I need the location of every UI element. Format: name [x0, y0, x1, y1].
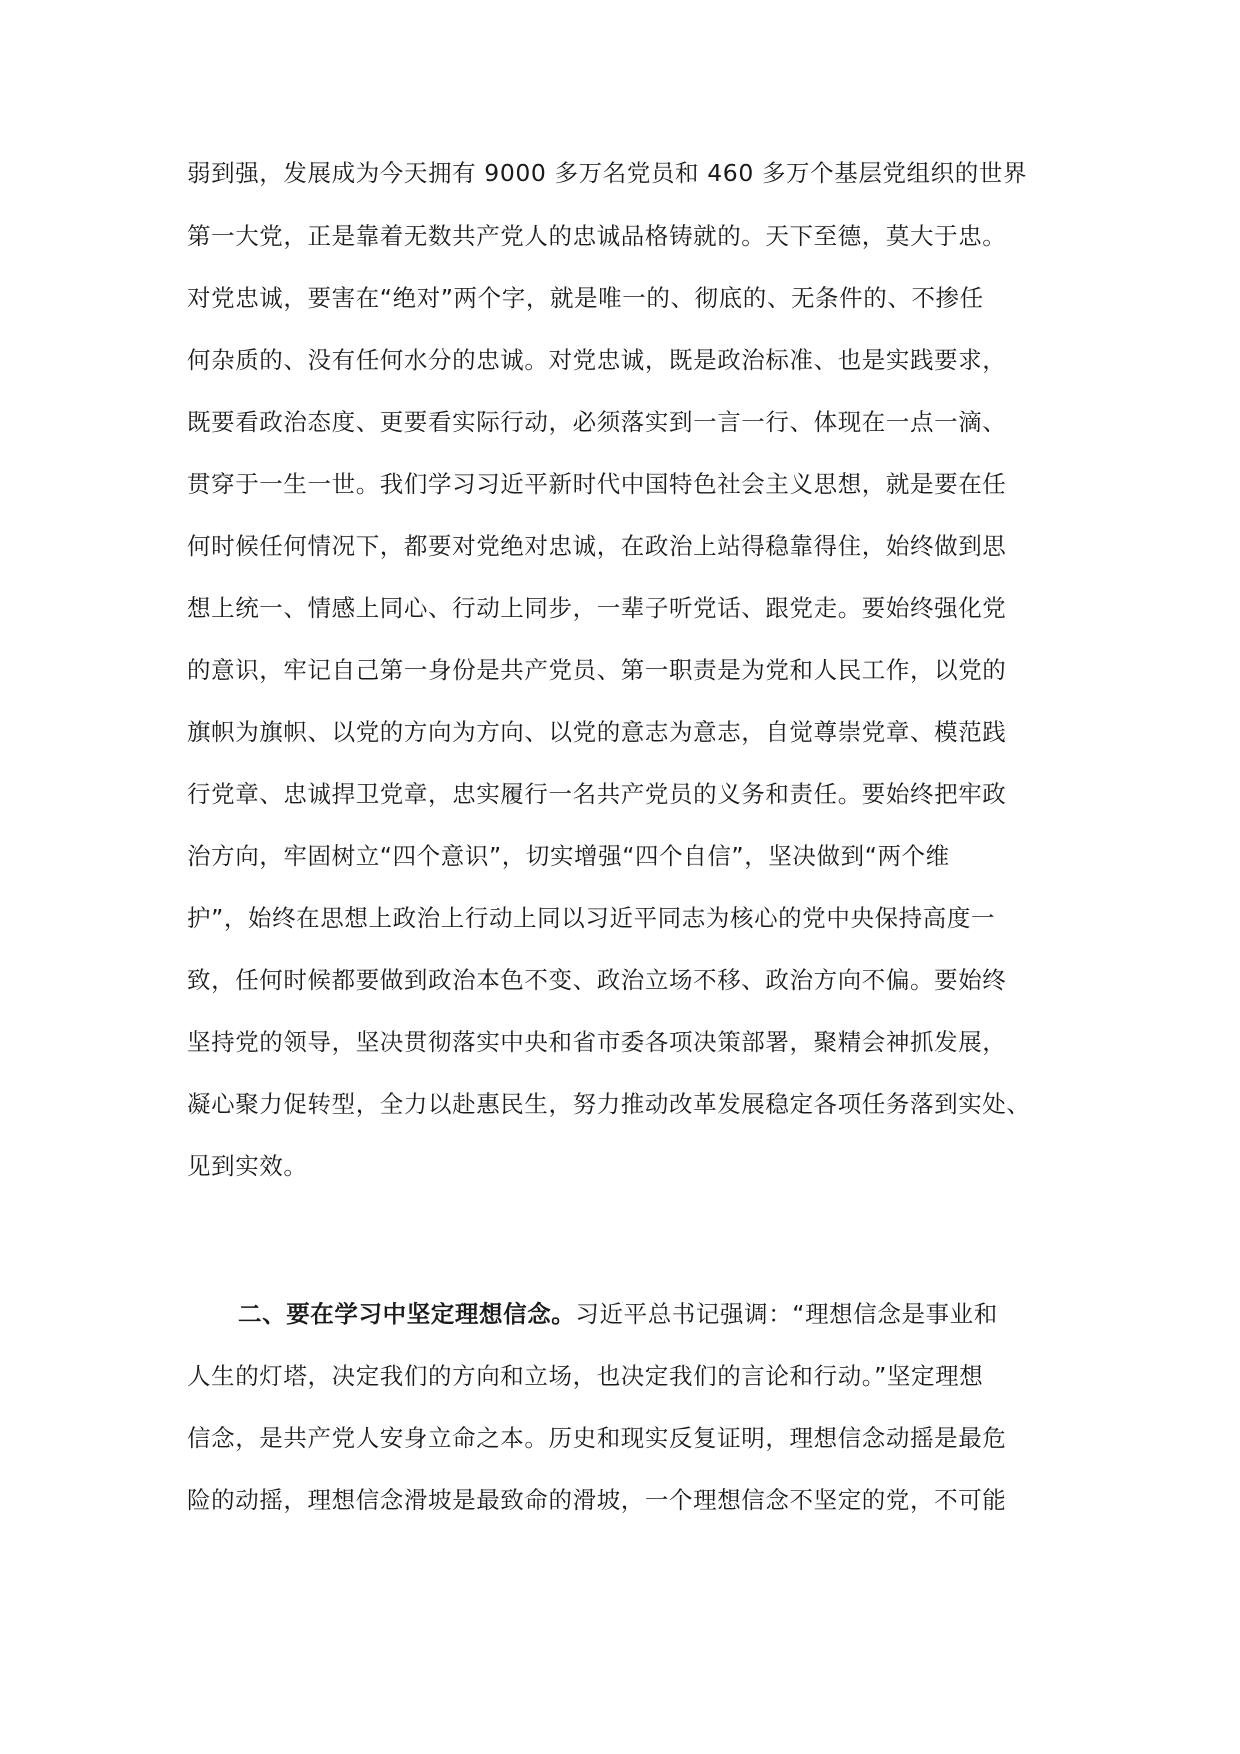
body-line: 何杂质的、没有任何水分的忠诚。对党忠诚，既是政治标准、也是实践要求， — [187, 346, 1007, 374]
body-line: 的意识，牢记自己第一身份是共产党员、第一职责是为党和人民工作，以党的 — [187, 656, 1007, 684]
body-line-rest: 习近平总书记强调：“理想信念是事业和 — [575, 1300, 998, 1328]
body-line: 何时候任何情况下，都要对党绝对忠诚，在政治上站得稳靠得住，始终做到思 — [187, 532, 1007, 560]
paragraph-loyalty — [187, 158, 1067, 1181]
body-line: 行党章、忠诚捍卫党章，忠实履行一名共产党员的义务和责任。要始终把牢政 — [187, 780, 1007, 808]
body-line: 信念，是共产党人安身立命之本。历史和现实反复证明，理想信念动摇是最危 — [187, 1424, 1007, 1452]
body-line: 贯穿于一生一世。我们学习习近平新时代中国特色社会主义思想，就是要在任 — [187, 470, 1007, 498]
body-line: 想上统一、情感上同心、行动上同步，一辈子听党话、跟党走。要始终强化党 — [187, 594, 1007, 622]
body-line: 治方向，牢固树立“四个意识”，切实增强“四个自信”，坚决做到“两个维 — [187, 842, 950, 870]
body-line: 坚持党的领导，坚决贯彻落实中央和省市委各项决策部署，聚精会神抓发展， — [187, 1028, 1007, 1056]
body-line: 人生的灯塔，决定我们的方向和立场，也决定我们的言论和行动。”坚定理想 — [187, 1362, 984, 1390]
body-line: 弱到强，发展成为今天拥有 9000 多万名党员和 460 多万个基层党组织的世界 — [187, 159, 1028, 187]
body-line: 对党忠诚，要害在“绝对”两个字，就是唯一的、彻底的、无条件的、不掺任 — [187, 284, 984, 312]
body-line: 旗帜为旗帜、以党的方向为方向、以党的意志为意志，自觉尊崇党章、模范践 — [187, 718, 1007, 746]
body-line: 险的动摇，理想信念滑坡是最致命的滑坡，一个理想信念不坚定的党，不可能 — [187, 1486, 1007, 1514]
body-line: 见到实效。 — [187, 1152, 308, 1180]
section-heading: 二、要在学习中坚定理想信念。 — [238, 1300, 576, 1328]
body-line: 致，任何时候都要做到政治本色不变、政治立场不移、政治方向不偏。要始终 — [187, 966, 1007, 994]
body-line: 第一大党，正是靠着无数共产党人的忠诚品格铸就的。天下至德，莫大于忠。 — [187, 222, 1007, 250]
body-line — [187, 1299, 1067, 1329]
body-line: 凝心聚力促转型，全力以赴惠民生，努力推动改革发展稳定各项任务落到实处、 — [187, 1090, 1031, 1118]
body-line: 护”，始终在思想上政治上行动上同以习近平同志为核心的党中央保持高度一 — [187, 904, 996, 932]
paragraph-ideals — [187, 1299, 1067, 1515]
body-line: 既要看政治态度、更要看实际行动，必须落实到一言一行、体现在一点一滴、 — [187, 408, 1007, 436]
